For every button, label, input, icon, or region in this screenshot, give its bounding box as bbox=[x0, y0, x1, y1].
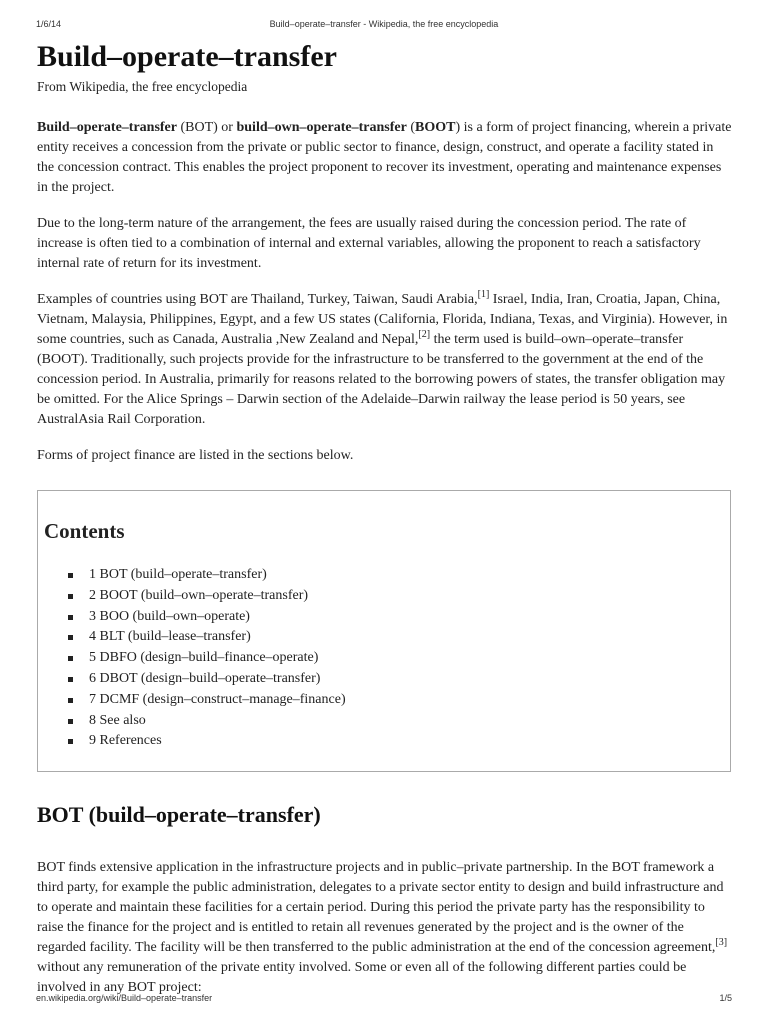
toc-item-bot[interactable]: 1 BOT (build–operate–transfer) bbox=[65, 565, 724, 586]
page-title: Build–operate–transfer bbox=[37, 40, 337, 73]
toc-item-boot[interactable]: 2 BOOT (build–own–operate–transfer) bbox=[65, 586, 724, 607]
bot-text-2: without any remuneration of the private entity involved. Some or even all of the following different parties could be involved in any BOT project: bbox=[37, 960, 687, 995]
countries-text-2: Israel, India, Iran, Croatia, Japan, China, Vietnam, Malaysia, Philippines, Egypt, and a few US states (California, Florida, Indiana, Texas, and Virginia). However, in some countries, such as Canada, Australia ,New Zealand and Nepal, bbox=[37, 292, 728, 347]
section-heading-bot: BOT (build–operate–transfer) bbox=[37, 802, 321, 827]
toc-title: Contents bbox=[44, 519, 125, 543]
reference-link-2[interactable]: [2] bbox=[418, 329, 431, 340]
reference-link-3[interactable]: [3] bbox=[715, 937, 728, 948]
toc-item-dbfo[interactable]: 5 DBFO (design–build–finance–operate) bbox=[65, 648, 724, 669]
bot-paragraph bbox=[37, 858, 733, 998]
forms-paragraph: Forms of project finance are listed in the sections below. bbox=[37, 448, 354, 463]
toc-item-see-also[interactable]: 8 See also bbox=[65, 711, 724, 732]
toc-item-boo[interactable]: 3 BOO (build–own–operate) bbox=[65, 607, 724, 628]
print-header bbox=[36, 19, 732, 31]
toc-item-dbot[interactable]: 6 DBOT (design–build–operate–transfer) bbox=[65, 669, 724, 690]
print-date: 1/6/14 bbox=[36, 19, 62, 29]
intro-paragraph bbox=[37, 118, 733, 198]
toc-item-blt[interactable]: 4 BLT (build–lease–transfer) bbox=[65, 627, 724, 648]
countries-text-3: the term used is build–own–operate–transfer (BOOT). Traditionally, such projects provide for the infrastructure to be transferred to the government at the end of the concession period. In Australia, primarily for reasons related to the borrowing powers of states, the transfer obligation may be omitted. For the Alice Springs – Darwin section of the Adelaide–Darwin railway the lease period is 50 years, see AustralAsia Rail Corporation. bbox=[37, 332, 726, 427]
countries-paragraph bbox=[37, 290, 733, 430]
bot-text-1: BOT finds extensive application in the infrastructure projects and in public–private partnership. In the BOT framework a third party, for example the public administration, delegates to a private sector entity to design and build infrastructure and to operate and maintain these facilities for a certain period. During this period the private party has the responsibility to raise the finance for the project and is entitled to retain all revenues generated by the project and is the owner of the regarded facility. The facility will be then transferred to the public administration at the end of the concession agreement, bbox=[37, 860, 724, 955]
bold-abbr-boot: BOOT bbox=[414, 120, 456, 135]
table-of-contents bbox=[37, 490, 731, 772]
fees-paragraph: Due to the long-term nature of the arrangement, the fees are usually raised during the concession period. The rate of increase is often tied to a combination of internal and external variables, allowing the proponent to reach a satisfactory internal rate of return for its investment. bbox=[37, 216, 701, 271]
bold-term-boot: build–own–operate–transfer bbox=[236, 120, 407, 135]
bold-term-bot: Build–operate–transfer bbox=[37, 120, 177, 135]
print-url: en.wikipedia.org/wiki/Build–operate–transfer bbox=[36, 993, 213, 1003]
site-subtitle: From Wikipedia, the free encyclopedia bbox=[37, 79, 248, 94]
article-content bbox=[37, 36, 733, 1014]
toc-item-references[interactable]: 9 References bbox=[65, 731, 724, 752]
print-footer bbox=[36, 993, 732, 1005]
intro-text-rest: ) is a form of project financing, wherein a private entity receives a concession from the private or public sector to finance, design, construct, and operate a facility stated in the concession contract. This enables the project proponent to recover its investment, operating and maintenance expenses in the project. bbox=[37, 120, 732, 195]
toc-item-dcmf[interactable]: 7 DCMF (design–construct–manage–finance) bbox=[65, 690, 724, 711]
intro-text-bot-abbr: (BOT) or bbox=[176, 120, 237, 135]
reference-link-1[interactable]: [1] bbox=[477, 289, 490, 300]
print-page-number: 1/5 bbox=[719, 993, 732, 1003]
intro-text-paren: ( bbox=[406, 120, 415, 135]
toc-list bbox=[44, 565, 724, 752]
countries-text-1: Examples of countries using BOT are Thailand, Turkey, Taiwan, Saudi Arabia, bbox=[37, 292, 478, 307]
print-page-title: Build–operate–transfer - Wikipedia, the free encyclopedia bbox=[269, 19, 499, 29]
